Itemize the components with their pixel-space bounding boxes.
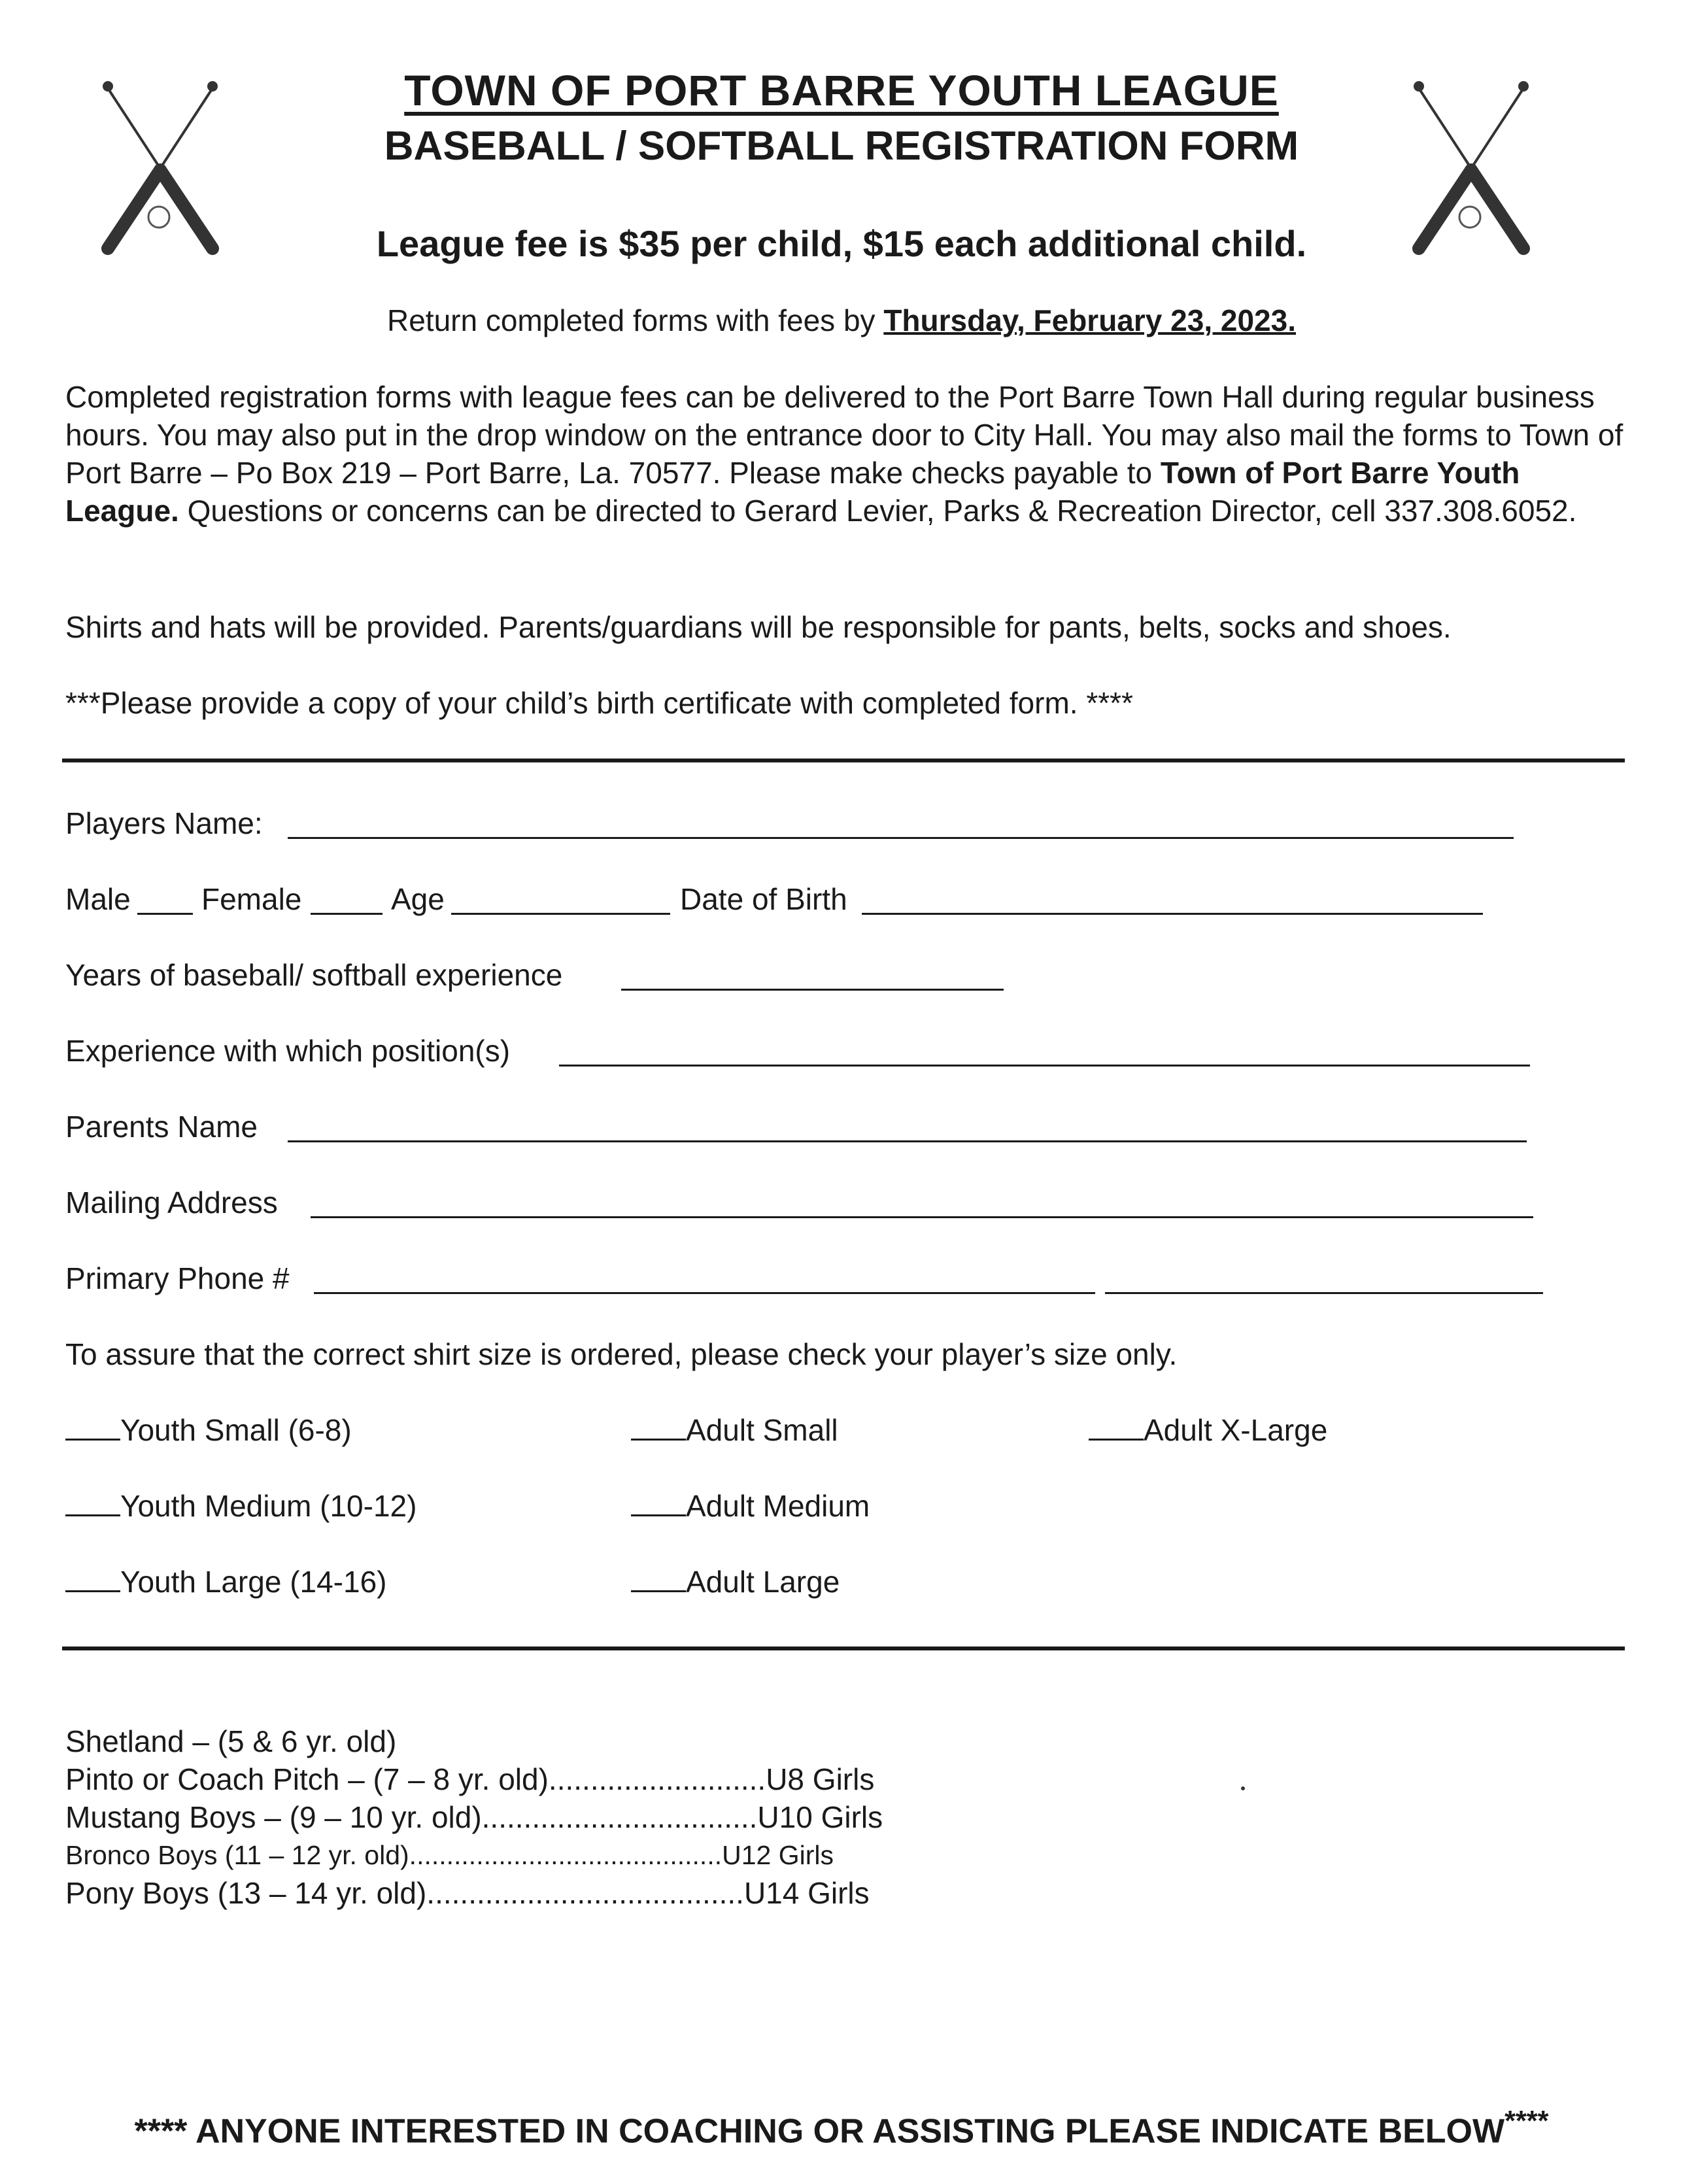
size-option-youth-large[interactable]	[65, 1564, 387, 1599]
coaching-asterisks: ****	[1504, 2106, 1549, 2137]
primary-phone-field[interactable]	[314, 1292, 1095, 1294]
dob-label: Date of Birth	[680, 882, 847, 916]
size-label: Youth Small (6-8)	[120, 1413, 352, 1447]
parents-name-field[interactable]	[288, 1140, 1527, 1142]
section-divider	[62, 759, 1625, 762]
shirt-size-instructions: To assure that the correct shirt size is ordered, please check your player’s size only.	[65, 1337, 1178, 1371]
instructions-text: Completed registration forms with league fees can be delivered to the Port Barre Town Hall during regular business hours. You may also put in the drop window on the entrance door to City Hall. You may also mail the forms to Town of Port Barre – Po Box 219 – Port Barre, La. 70577. Please make checks payable to	[65, 380, 1624, 490]
parents-name-label: Parents Name	[65, 1110, 258, 1144]
checkbox-blank[interactable]	[631, 1488, 686, 1516]
mailing-address-label: Mailing Address	[65, 1186, 278, 1220]
positions-label: Experience with which position(s)	[65, 1034, 511, 1068]
birth-certificate-note: ***Please provide a copy of your child’s birth certificate with completed form. ****	[65, 686, 1133, 720]
form-title: TOWN OF PORT BARRE YOUTH LEAGUE	[404, 66, 1279, 114]
league-fee: League fee is $35 per child, $15 each additional child.	[376, 223, 1307, 264]
coaching-notice	[0, 2106, 1683, 2151]
size-label: Adult X-Large	[1144, 1413, 1328, 1447]
players-name-field[interactable]	[288, 837, 1514, 839]
dob-field[interactable]	[862, 913, 1483, 915]
section-divider	[62, 1647, 1625, 1650]
return-date: Thursday, February 23, 2023.	[883, 303, 1296, 337]
players-name-label: Players Name:	[65, 806, 263, 840]
checkbox-blank[interactable]	[1089, 1412, 1144, 1441]
size-label: Youth Large (14-16)	[120, 1565, 387, 1599]
size-label: Youth Medium (10-12)	[120, 1489, 417, 1523]
division-item: Pony Boys (13 – 14 yr. old)......................................U14 Girls	[65, 1876, 870, 1910]
coaching-text: ANYONE INTERESTED IN COACHING OR ASSISTING PLEASE INDICATE BELOW	[195, 2112, 1505, 2151]
size-option-youth-small[interactable]	[65, 1412, 352, 1448]
stray-dot	[1241, 1786, 1245, 1790]
size-option-adult-xl[interactable]	[1089, 1412, 1327, 1448]
size-label: Adult Large	[686, 1565, 840, 1599]
primary-phone-label: Primary Phone #	[65, 1261, 290, 1295]
size-option-adult-large[interactable]	[631, 1564, 840, 1599]
size-option-youth-medium[interactable]	[65, 1488, 416, 1524]
checkbox-blank[interactable]	[65, 1488, 120, 1516]
form-subtitle: BASEBALL / SOFTBALL REGISTRATION FORM	[384, 124, 1299, 169]
years-experience-field[interactable]	[621, 989, 1004, 991]
age-label: Age	[391, 882, 445, 916]
payee-name: Town of Port Barre Youth League.	[65, 456, 1520, 528]
female-label: Female	[201, 882, 302, 916]
secondary-phone-field[interactable]	[1105, 1292, 1543, 1294]
mailing-address-field[interactable]	[311, 1216, 1533, 1218]
checkbox-blank[interactable]	[631, 1412, 686, 1441]
checkbox-blank[interactable]	[631, 1564, 686, 1592]
female-field[interactable]	[311, 913, 382, 915]
uniform-note: Shirts and hats will be provided. Parents/guardians will be responsible for pants, belts, socks and shoes.	[65, 610, 1452, 644]
checkbox-blank[interactable]	[65, 1564, 120, 1592]
size-label: Adult Small	[686, 1413, 838, 1447]
male-label: Male	[65, 882, 131, 916]
division-item: Shetland – (5 & 6 yr. old)	[65, 1724, 397, 1758]
size-option-adult-medium[interactable]	[631, 1488, 870, 1524]
age-field[interactable]	[451, 913, 670, 915]
years-experience-label: Years of baseball/ softball experience	[65, 958, 563, 992]
size-option-adult-small[interactable]	[631, 1412, 838, 1448]
division-item: Bronco Boys (11 – 12 yr. old)..........................................U12 Girls	[65, 1840, 834, 1870]
male-field[interactable]	[137, 913, 193, 915]
division-item: Pinto or Coach Pitch – (7 – 8 yr. old)..........................U8 Girls	[65, 1762, 875, 1796]
size-label: Adult Medium	[686, 1489, 870, 1523]
contact-text: Questions or concerns can be directed to Gerard Levier, Parks & Recreation Director, cell 337.308.6052.	[178, 494, 1577, 528]
division-item: Mustang Boys – (9 – 10 yr. old).................................U10 Girls	[65, 1800, 883, 1834]
checkbox-blank[interactable]	[65, 1412, 120, 1441]
return-prefix: Return completed forms with fees by	[387, 303, 884, 337]
return-deadline	[0, 303, 1683, 338]
instructions-paragraph	[65, 378, 1628, 530]
positions-field[interactable]	[559, 1065, 1530, 1066]
coaching-asterisks: ****	[134, 2112, 196, 2151]
divisions-list	[65, 1722, 883, 1912]
